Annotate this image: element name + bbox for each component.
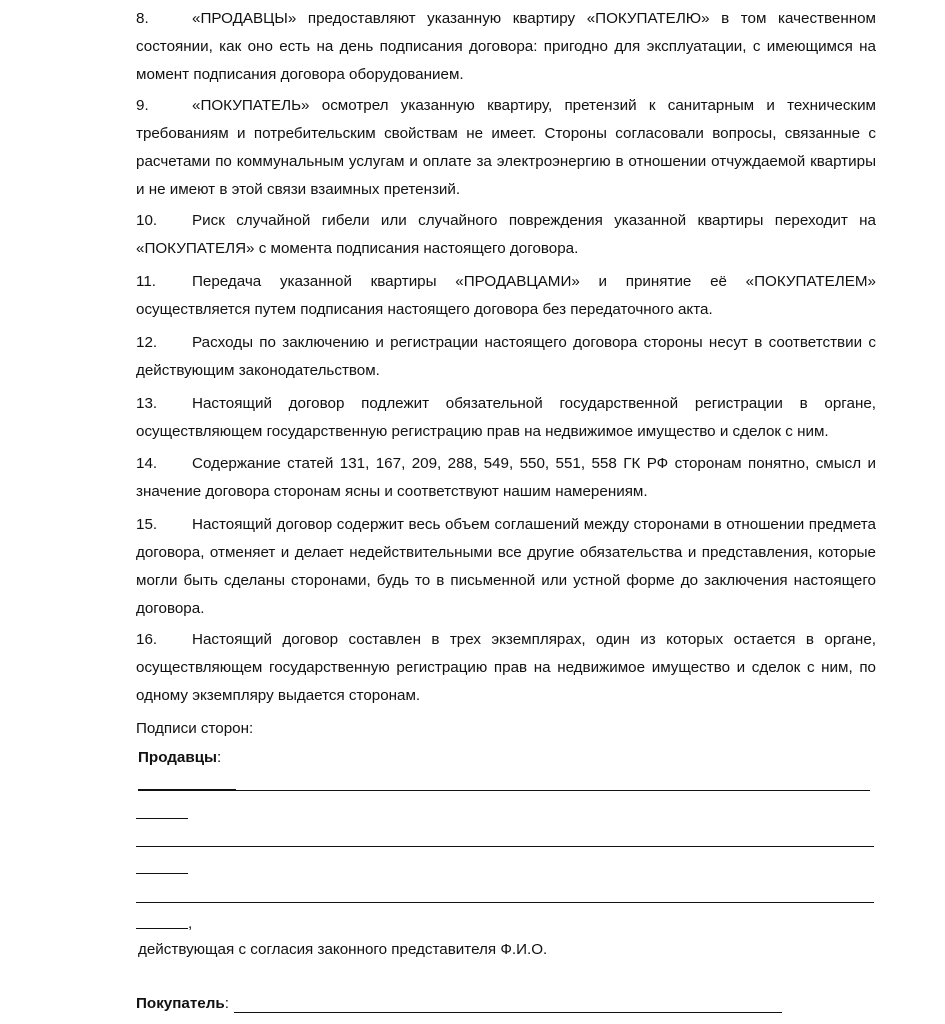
- clause-text: Передача указанной квартиры «ПРОДАВЦАМИ» и принятие её «ПОКУПАТЕЛЕМ» осуществляется путем подписания настоящего договора без передаточного акта.: [136, 273, 876, 318]
- signature-line: [136, 846, 874, 847]
- signature-line: [236, 790, 870, 791]
- buyer-colon: :: [224, 995, 229, 1012]
- clause-number: 9.: [136, 97, 149, 114]
- consent-note: действующая с согласия законного представителя Ф.И.О.: [138, 941, 548, 958]
- clause-text: Риск случайной гибели или случайного повреждения указанной квартиры переходит на «ПОКУПАТЕЛЯ» с момента подписания настоящего договора.: [136, 212, 876, 257]
- clause-text: Содержание статей 131, 167, 209, 288, 549, 550, 551, 558 ГК РФ сторонам понятно, смысл и значение договора сторонам ясны и соответствуют нашим намерениям.: [136, 455, 876, 500]
- clause-text: Настоящий договор содержит весь объем соглашений между сторонами в отношении предмета договора, отменяет и делает недействительными все другие обязательства и представления, которые могли быть сделаны сторонами, будь то в письменной или устной форме до заключения настоящего договора.: [136, 516, 876, 617]
- clause-text: Расходы по заключению и регистрации настоящего договора стороны несут в соответствии с действующим законодательством.: [136, 334, 876, 379]
- clause-8: [136, 5, 876, 89]
- clause-12: [136, 329, 876, 385]
- clause-text: «ПОКУПАТЕЛЬ» осмотрел указанную квартиру, претензий к санитарным и техническим требованиям и потребительским свойствам не имеет. Стороны согласовали вопросы, связанные с расчетами по коммунальным услугам и оплате за электроэнергию в отношении отчуждаемой квартиры и не имеют в этой связи взаимных претензий.: [136, 97, 876, 198]
- clause-number: 14.: [136, 455, 158, 472]
- signature-line-short: [136, 873, 188, 874]
- clause-number: 12.: [136, 334, 158, 351]
- signature-line-short: [136, 818, 188, 819]
- signature-line-short: [136, 928, 188, 929]
- clause-number: 10.: [136, 212, 158, 229]
- clause-number: 16.: [136, 631, 158, 648]
- signature-line-segment: [138, 789, 236, 791]
- clause-13: [136, 390, 876, 446]
- buyer-label-line: [136, 994, 229, 1014]
- line-comma: ,: [188, 915, 193, 932]
- buyer-label: Покупатель: [136, 995, 225, 1012]
- buyer-signature-line: [234, 1012, 782, 1013]
- clause-number: 11.: [136, 273, 156, 290]
- signatures-heading: Подписи сторон:: [136, 720, 254, 737]
- clause-10: [136, 207, 876, 263]
- clause-number: 13.: [136, 395, 158, 412]
- sellers-colon: :: [217, 749, 222, 766]
- sellers-label: Продавцы: [138, 749, 218, 766]
- signature-line: [136, 902, 874, 903]
- clause-number: 8.: [136, 10, 149, 27]
- clause-15: [136, 511, 876, 623]
- sellers-label-line: [138, 748, 221, 768]
- clause-14: [136, 450, 876, 506]
- clause-11: [136, 268, 876, 324]
- clause-text: «ПРОДАВЦЫ» предоставляют указанную квартиру «ПОКУПАТЕЛЮ» в том качественном состоянии, как оно есть на день подписания договора: пригодно для эксплуатации, с имеющимся на момент подписания договора оборудованием.: [136, 10, 876, 83]
- clause-text: Настоящий договор подлежит обязательной государственной регистрации в органе, осуществляющем государственную регистрацию прав на недвижимое имущество и сделок с ним.: [136, 395, 876, 440]
- clause-number: 15.: [136, 516, 158, 533]
- clause-9: [136, 92, 876, 204]
- clause-text: Настоящий договор составлен в трех экземплярах, один из которых остается в органе, осуществляющем государственную регистрацию прав на недвижимое имущество и сделок с ним, по одному экземпляру выдается сторонам.: [136, 631, 876, 704]
- clause-16: [136, 626, 876, 710]
